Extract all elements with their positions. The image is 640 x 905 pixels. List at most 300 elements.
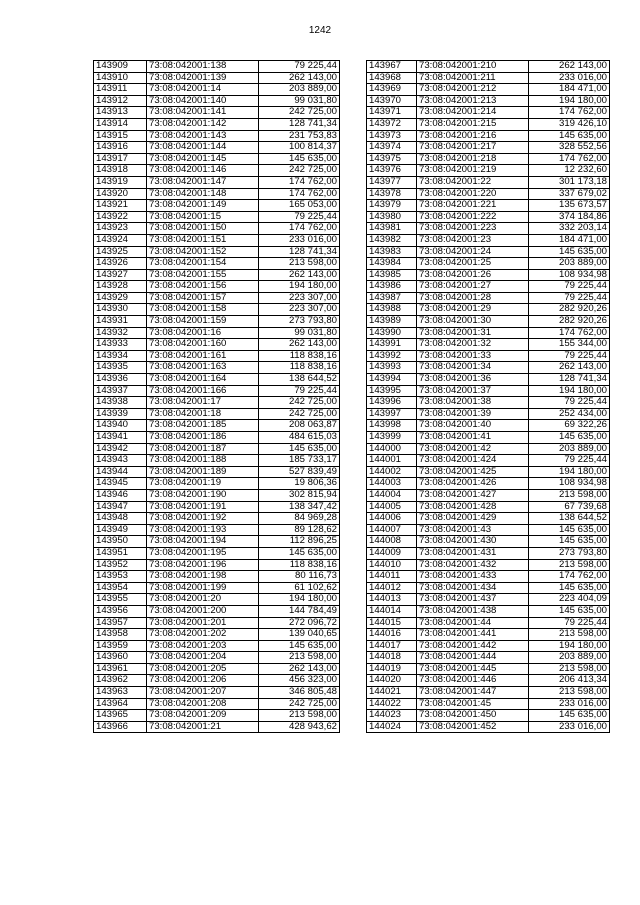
cadastral-number-cell: 73:08:042001:196 — [147, 559, 259, 571]
value-cell: 79 225,44 — [529, 292, 610, 304]
value-cell: 135 673,57 — [529, 200, 610, 212]
table-row — [367, 107, 610, 119]
table-row — [94, 188, 340, 200]
value-cell: 165 053,00 — [259, 200, 340, 212]
table-row — [367, 61, 610, 73]
left-registry-table — [93, 60, 340, 733]
table-row — [367, 466, 610, 478]
cadastral-number-cell: 73:08:042001:142 — [147, 118, 259, 130]
cadastral-number-cell: 73:08:042001:15 — [147, 211, 259, 223]
cadastral-number-cell: 73:08:042001:437 — [417, 594, 529, 606]
cadastral-number-cell: 73:08:042001:427 — [417, 489, 529, 501]
cadastral-number-cell: 73:08:042001:138 — [147, 61, 259, 73]
value-cell: 174 762,00 — [259, 176, 340, 188]
row-number-cell: 143928 — [94, 281, 147, 293]
table-row — [94, 130, 340, 142]
row-number-cell: 144009 — [367, 547, 417, 559]
table-row — [367, 304, 610, 316]
row-number-cell: 143979 — [367, 200, 417, 212]
row-number-cell: 143922 — [94, 211, 147, 223]
table-row — [94, 582, 340, 594]
value-cell: 242 725,00 — [259, 165, 340, 177]
cadastral-number-cell: 73:08:042001:223 — [417, 223, 529, 235]
row-number-cell: 143972 — [367, 118, 417, 130]
row-number-cell: 143951 — [94, 547, 147, 559]
value-cell: 262 143,00 — [529, 362, 610, 374]
table-row — [367, 559, 610, 571]
row-number-cell: 143921 — [94, 200, 147, 212]
table-row — [94, 443, 340, 455]
value-cell: 262 143,00 — [259, 269, 340, 281]
value-cell: 456 323,00 — [259, 675, 340, 687]
row-number-cell: 143998 — [367, 420, 417, 432]
table-row — [94, 420, 340, 432]
value-cell: 145 635,00 — [259, 547, 340, 559]
table-row — [94, 316, 340, 328]
table-row — [367, 234, 610, 246]
cadastral-number-cell: 73:08:042001:198 — [147, 571, 259, 583]
row-number-cell: 143988 — [367, 304, 417, 316]
cadastral-number-cell: 73:08:042001:161 — [147, 350, 259, 362]
cadastral-number-cell: 73:08:042001:45 — [417, 698, 529, 710]
cadastral-number-cell: 73:08:042001:441 — [417, 629, 529, 641]
cadastral-number-cell: 73:08:042001:434 — [417, 582, 529, 594]
table-row — [367, 629, 610, 641]
cadastral-number-cell: 73:08:042001:43 — [417, 524, 529, 536]
row-number-cell: 143944 — [94, 466, 147, 478]
value-cell: 262 143,00 — [259, 72, 340, 84]
cadastral-number-cell: 73:08:042001:39 — [417, 408, 529, 420]
row-number-cell: 143927 — [94, 269, 147, 281]
table-row — [94, 61, 340, 73]
row-number-cell: 143948 — [94, 513, 147, 525]
value-cell: 118 838,16 — [259, 362, 340, 374]
row-number-cell: 143985 — [367, 269, 417, 281]
row-number-cell: 143976 — [367, 165, 417, 177]
value-cell: 203 889,00 — [529, 258, 610, 270]
value-cell: 223 307,00 — [259, 292, 340, 304]
cadastral-number-cell: 73:08:042001:201 — [147, 617, 259, 629]
value-cell: 203 889,00 — [529, 652, 610, 664]
row-number-cell: 143990 — [367, 327, 417, 339]
table-row — [94, 547, 340, 559]
row-number-cell: 143984 — [367, 258, 417, 270]
table-row — [94, 629, 340, 641]
row-number-cell: 143987 — [367, 292, 417, 304]
value-cell: 89 128,62 — [259, 524, 340, 536]
cadastral-number-cell: 73:08:042001:202 — [147, 629, 259, 641]
value-cell: 174 762,00 — [529, 107, 610, 119]
row-number-cell: 143926 — [94, 258, 147, 270]
table-row — [367, 200, 610, 212]
value-cell: 332 203,14 — [529, 223, 610, 235]
row-number-cell: 144016 — [367, 629, 417, 641]
value-cell: 302 815,94 — [259, 489, 340, 501]
table-row — [94, 223, 340, 235]
table-row — [367, 640, 610, 652]
value-cell: 213 598,00 — [529, 559, 610, 571]
cadastral-number-cell: 73:08:042001:426 — [417, 478, 529, 490]
table-row — [367, 339, 610, 351]
table-row — [94, 698, 340, 710]
row-number-cell: 143910 — [94, 72, 147, 84]
value-cell: 319 426,10 — [529, 118, 610, 130]
cadastral-number-cell: 73:08:042001:428 — [417, 501, 529, 513]
value-cell: 527 839,49 — [259, 466, 340, 478]
cadastral-number-cell: 73:08:042001:146 — [147, 165, 259, 177]
table-row — [367, 153, 610, 165]
value-cell: 194 180,00 — [529, 385, 610, 397]
value-cell: 242 725,00 — [259, 408, 340, 420]
table-row — [94, 327, 340, 339]
table-row — [367, 582, 610, 594]
row-number-cell: 144006 — [367, 513, 417, 525]
table-row — [94, 432, 340, 444]
cadastral-number-cell: 73:08:042001:156 — [147, 281, 259, 293]
value-cell: 145 635,00 — [529, 710, 610, 722]
row-number-cell: 143982 — [367, 234, 417, 246]
table-row — [367, 571, 610, 583]
row-number-cell: 143941 — [94, 432, 147, 444]
row-number-cell: 143960 — [94, 652, 147, 664]
table-row — [367, 72, 610, 84]
cadastral-number-cell: 73:08:042001:24 — [417, 246, 529, 258]
row-number-cell: 143967 — [367, 61, 417, 73]
cadastral-number-cell: 73:08:042001:157 — [147, 292, 259, 304]
cadastral-number-cell: 73:08:042001:29 — [417, 304, 529, 316]
cadastral-number-cell: 73:08:042001:22 — [417, 176, 529, 188]
table-row — [94, 640, 340, 652]
value-cell: 139 040,65 — [259, 629, 340, 641]
table-row — [94, 304, 340, 316]
row-number-cell: 143997 — [367, 408, 417, 420]
table-row — [367, 223, 610, 235]
row-number-cell: 143978 — [367, 188, 417, 200]
value-cell: 128 741,34 — [259, 246, 340, 258]
cadastral-number-cell: 73:08:042001:155 — [147, 269, 259, 281]
value-cell: 69 322,26 — [529, 420, 610, 432]
row-number-cell: 143911 — [94, 84, 147, 96]
value-cell: 233 016,00 — [529, 721, 610, 733]
cadastral-number-cell: 73:08:042001:149 — [147, 200, 259, 212]
row-number-cell: 143935 — [94, 362, 147, 374]
row-number-cell: 144015 — [367, 617, 417, 629]
value-cell: 174 762,00 — [259, 223, 340, 235]
value-cell: 185 733,17 — [259, 455, 340, 467]
value-cell: 184 471,00 — [529, 84, 610, 96]
value-cell: 145 635,00 — [259, 443, 340, 455]
table-row — [367, 617, 610, 629]
table-row — [367, 663, 610, 675]
table-row — [367, 118, 610, 130]
value-cell: 79 225,44 — [529, 350, 610, 362]
table-row — [367, 710, 610, 722]
cadastral-number-cell: 73:08:042001:204 — [147, 652, 259, 664]
cadastral-number-cell: 73:08:042001:193 — [147, 524, 259, 536]
table-row — [94, 652, 340, 664]
value-cell: 145 635,00 — [529, 432, 610, 444]
row-number-cell: 143961 — [94, 663, 147, 675]
table-row — [367, 385, 610, 397]
row-number-cell: 143912 — [94, 95, 147, 107]
row-number-cell: 143918 — [94, 165, 147, 177]
cadastral-number-cell: 73:08:042001:163 — [147, 362, 259, 374]
right-registry-table — [366, 60, 610, 733]
row-number-cell: 143974 — [367, 142, 417, 154]
table-row — [367, 443, 610, 455]
table-row — [94, 513, 340, 525]
value-cell: 252 434,00 — [529, 408, 610, 420]
value-cell: 242 725,00 — [259, 107, 340, 119]
value-cell: 328 552,56 — [529, 142, 610, 154]
value-cell: 79 225,44 — [259, 385, 340, 397]
cadastral-number-cell: 73:08:042001:30 — [417, 316, 529, 328]
value-cell: 108 934,98 — [529, 478, 610, 490]
row-number-cell: 144008 — [367, 536, 417, 548]
cadastral-number-cell: 73:08:042001:195 — [147, 547, 259, 559]
value-cell: 301 173,18 — [529, 176, 610, 188]
cadastral-number-cell: 73:08:042001:446 — [417, 675, 529, 687]
cadastral-number-cell: 73:08:042001:206 — [147, 675, 259, 687]
table-row — [367, 432, 610, 444]
row-number-cell: 143950 — [94, 536, 147, 548]
row-number-cell: 144002 — [367, 466, 417, 478]
value-cell: 12 232,60 — [529, 165, 610, 177]
row-number-cell: 143994 — [367, 374, 417, 386]
cadastral-number-cell: 73:08:042001:192 — [147, 513, 259, 525]
cadastral-number-cell: 73:08:042001:200 — [147, 605, 259, 617]
cadastral-number-cell: 73:08:042001:205 — [147, 663, 259, 675]
page-number: 1242 — [308, 25, 332, 36]
value-cell: 213 598,00 — [259, 258, 340, 270]
value-cell: 145 635,00 — [529, 536, 610, 548]
value-cell: 174 762,00 — [529, 327, 610, 339]
value-cell: 19 806,36 — [259, 478, 340, 490]
row-number-cell: 143913 — [94, 107, 147, 119]
row-number-cell: 144005 — [367, 501, 417, 513]
row-number-cell: 143930 — [94, 304, 147, 316]
value-cell: 184 471,00 — [529, 234, 610, 246]
cadastral-number-cell: 73:08:042001:144 — [147, 142, 259, 154]
table-row — [367, 292, 610, 304]
table-row — [367, 605, 610, 617]
cadastral-number-cell: 73:08:042001:152 — [147, 246, 259, 258]
table-row — [367, 408, 610, 420]
cadastral-number-cell: 73:08:042001:139 — [147, 72, 259, 84]
row-number-cell: 143970 — [367, 95, 417, 107]
value-cell: 346 805,48 — [259, 687, 340, 699]
row-number-cell: 144014 — [367, 605, 417, 617]
cadastral-number-cell: 73:08:042001:219 — [417, 165, 529, 177]
value-cell: 282 920,26 — [529, 316, 610, 328]
row-number-cell: 143965 — [94, 710, 147, 722]
row-number-cell: 143938 — [94, 397, 147, 409]
row-number-cell: 144019 — [367, 663, 417, 675]
value-cell: 262 143,00 — [259, 339, 340, 351]
value-cell: 194 180,00 — [529, 640, 610, 652]
table-row — [94, 211, 340, 223]
cadastral-number-cell: 73:08:042001:154 — [147, 258, 259, 270]
table-row — [94, 374, 340, 386]
row-number-cell: 143986 — [367, 281, 417, 293]
row-number-cell: 144011 — [367, 571, 417, 583]
table-row — [94, 281, 340, 293]
cadastral-number-cell: 73:08:042001:20 — [147, 594, 259, 606]
value-cell: 145 635,00 — [529, 130, 610, 142]
row-number-cell: 143953 — [94, 571, 147, 583]
value-cell: 118 838,16 — [259, 559, 340, 571]
cadastral-number-cell: 73:08:042001:214 — [417, 107, 529, 119]
row-number-cell: 143975 — [367, 153, 417, 165]
cadastral-number-cell: 73:08:042001:32 — [417, 339, 529, 351]
cadastral-number-cell: 73:08:042001:194 — [147, 536, 259, 548]
row-number-cell: 143909 — [94, 61, 147, 73]
table-row — [94, 165, 340, 177]
value-cell: 242 725,00 — [259, 397, 340, 409]
cadastral-number-cell: 73:08:042001:185 — [147, 420, 259, 432]
value-cell: 145 635,00 — [529, 524, 610, 536]
value-cell: 67 739,68 — [529, 501, 610, 513]
value-cell: 223 307,00 — [259, 304, 340, 316]
row-number-cell: 143968 — [367, 72, 417, 84]
value-cell: 112 896,25 — [259, 536, 340, 548]
cadastral-number-cell: 73:08:042001:431 — [417, 547, 529, 559]
table-row — [367, 524, 610, 536]
cadastral-number-cell: 73:08:042001:190 — [147, 489, 259, 501]
cadastral-number-cell: 73:08:042001:210 — [417, 61, 529, 73]
row-number-cell: 143955 — [94, 594, 147, 606]
row-number-cell: 144010 — [367, 559, 417, 571]
row-number-cell: 143958 — [94, 629, 147, 641]
row-number-cell: 143957 — [94, 617, 147, 629]
row-number-cell: 143991 — [367, 339, 417, 351]
row-number-cell: 143920 — [94, 188, 147, 200]
value-cell: 273 793,80 — [259, 316, 340, 328]
value-cell: 213 598,00 — [529, 663, 610, 675]
cadastral-number-cell: 73:08:042001:17 — [147, 397, 259, 409]
value-cell: 194 180,00 — [529, 95, 610, 107]
table-row — [94, 72, 340, 84]
table-row — [367, 316, 610, 328]
value-cell: 128 741,34 — [259, 118, 340, 130]
cadastral-number-cell: 73:08:042001:143 — [147, 130, 259, 142]
value-cell: 213 598,00 — [259, 710, 340, 722]
cadastral-number-cell: 73:08:042001:188 — [147, 455, 259, 467]
value-cell: 128 741,34 — [529, 374, 610, 386]
cadastral-number-cell: 73:08:042001:27 — [417, 281, 529, 293]
row-number-cell: 143940 — [94, 420, 147, 432]
row-number-cell: 144001 — [367, 455, 417, 467]
table-row — [94, 153, 340, 165]
table-row — [94, 536, 340, 548]
table-row — [367, 675, 610, 687]
table-row — [94, 246, 340, 258]
cadastral-number-cell: 73:08:042001:452 — [417, 721, 529, 733]
row-number-cell: 143943 — [94, 455, 147, 467]
cadastral-number-cell: 73:08:042001:151 — [147, 234, 259, 246]
cadastral-number-cell: 73:08:042001:159 — [147, 316, 259, 328]
table-row — [367, 374, 610, 386]
table-row — [367, 489, 610, 501]
row-number-cell: 143999 — [367, 432, 417, 444]
row-number-cell: 143933 — [94, 339, 147, 351]
value-cell: 145 635,00 — [529, 582, 610, 594]
table-row — [94, 234, 340, 246]
value-cell: 155 344,00 — [529, 339, 610, 351]
table-row — [367, 176, 610, 188]
row-number-cell: 143959 — [94, 640, 147, 652]
row-number-cell: 144012 — [367, 582, 417, 594]
cadastral-number-cell: 73:08:042001:160 — [147, 339, 259, 351]
row-number-cell: 143966 — [94, 721, 147, 733]
value-cell: 428 943,62 — [259, 721, 340, 733]
cadastral-number-cell: 73:08:042001:158 — [147, 304, 259, 316]
table-row — [367, 513, 610, 525]
row-number-cell: 144022 — [367, 698, 417, 710]
table-row — [94, 524, 340, 536]
table-row — [94, 176, 340, 188]
value-cell: 118 838,16 — [259, 350, 340, 362]
value-cell: 231 753,83 — [259, 130, 340, 142]
cadastral-number-cell: 73:08:042001:444 — [417, 652, 529, 664]
value-cell: 174 762,00 — [259, 188, 340, 200]
cadastral-number-cell: 73:08:042001:150 — [147, 223, 259, 235]
row-number-cell: 144021 — [367, 687, 417, 699]
table-row — [367, 547, 610, 559]
value-cell: 99 031,80 — [259, 95, 340, 107]
cadastral-number-cell: 73:08:042001:445 — [417, 663, 529, 675]
value-cell: 79 225,44 — [529, 281, 610, 293]
value-cell: 203 889,00 — [259, 84, 340, 96]
row-number-cell: 143973 — [367, 130, 417, 142]
cadastral-number-cell: 73:08:042001:33 — [417, 350, 529, 362]
row-number-cell: 143946 — [94, 489, 147, 501]
cadastral-number-cell: 73:08:042001:211 — [417, 72, 529, 84]
table-row — [367, 188, 610, 200]
row-number-cell: 143956 — [94, 605, 147, 617]
row-number-cell: 143924 — [94, 234, 147, 246]
value-cell: 79 225,44 — [259, 61, 340, 73]
value-cell: 213 598,00 — [259, 652, 340, 664]
row-number-cell: 143923 — [94, 223, 147, 235]
row-number-cell: 143937 — [94, 385, 147, 397]
table-row — [94, 710, 340, 722]
row-number-cell: 143914 — [94, 118, 147, 130]
table-row — [367, 652, 610, 664]
cadastral-number-cell: 73:08:042001:218 — [417, 153, 529, 165]
cadastral-number-cell: 73:08:042001:221 — [417, 200, 529, 212]
table-row — [367, 95, 610, 107]
table-row — [94, 675, 340, 687]
value-cell: 80 116,73 — [259, 571, 340, 583]
table-row — [94, 95, 340, 107]
cadastral-number-cell: 73:08:042001:187 — [147, 443, 259, 455]
cadastral-number-cell: 73:08:042001:186 — [147, 432, 259, 444]
row-number-cell: 143993 — [367, 362, 417, 374]
value-cell: 272 096,72 — [259, 617, 340, 629]
cadastral-number-cell: 73:08:042001:31 — [417, 327, 529, 339]
cadastral-number-cell: 73:08:042001:425 — [417, 466, 529, 478]
value-cell: 61 102,62 — [259, 582, 340, 594]
table-row — [94, 339, 340, 351]
left-table-body — [94, 61, 340, 733]
table-row — [367, 258, 610, 270]
cadastral-number-cell: 73:08:042001:213 — [417, 95, 529, 107]
table-row — [94, 687, 340, 699]
row-number-cell: 144023 — [367, 710, 417, 722]
row-number-cell: 143932 — [94, 327, 147, 339]
cadastral-number-cell: 73:08:042001:28 — [417, 292, 529, 304]
